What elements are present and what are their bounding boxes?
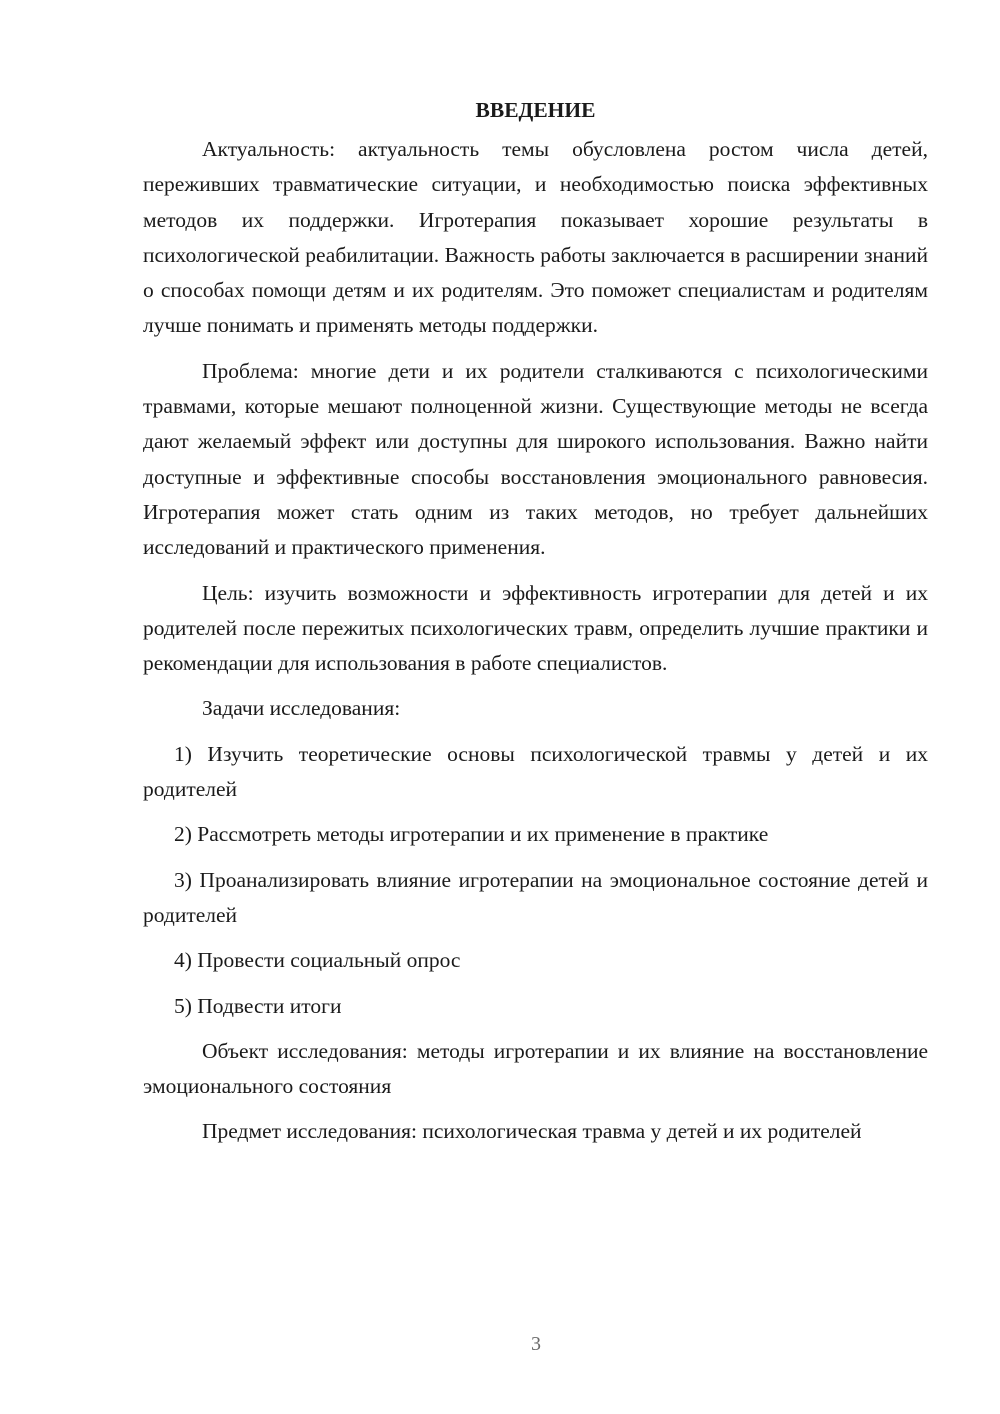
task-item-2: 2) Рассмотреть методы игротерапии и их применение в практике <box>174 822 769 847</box>
section-title: ВВЕДЕНИЕ <box>475 98 596 122</box>
page-number: 3 <box>531 1333 541 1355</box>
problem-paragraph: Проблема: многие дети и их родители сталкиваются с психологическими травмами, которые мешают полноценной жизни. Существующие методы не всегда дают желаемый эффект или доступны для широкого использования. Важно найти доступные и эффективные способы восстановления эмоционального равновесия. Игротерапия может стать одним из таких методов, но требует дальнейших исследований и практического применения. <box>143 358 928 560</box>
object-paragraph: Объект исследования: методы игротерапии и их влияние на восстановление эмоционального состояния <box>143 1038 928 1099</box>
tasks-heading: Задачи исследования: <box>202 696 401 721</box>
task-item-4: 4) Провести социальный опрос <box>174 948 461 973</box>
subject-paragraph: Предмет исследования: психологическая травма у детей и их родителей <box>202 1119 862 1144</box>
goal-paragraph: Цель: изучить возможности и эффективность игротерапии для детей и их родителей после пережитых психологических травм, определить лучшие практики и рекомендации для использования в работе специалистов. <box>143 580 928 676</box>
task-item-5: 5) Подвести итоги <box>174 993 342 1018</box>
task-item-3: 3) Проанализировать влияние игротерапии на эмоциональное состояние детей и родителей <box>143 867 928 927</box>
document-body <box>143 92 928 1160</box>
task-item-1: 1) Изучить теоретические основы психологической травмы у детей и их родителей <box>143 741 928 802</box>
relevance-paragraph: Актуальность: актуальность темы обусловлена ростом числа детей, переживших травматические ситуации, и необходимостью поиска эффективных методов их поддержки. Игротерапия показывает хорошие результаты в психологической реабилитации. Важность работы заключается в расширении знаний о способах помощи детям и их родителям. Это поможет специалистам и родителям лучше понимать и применять методы поддержки. <box>143 137 928 338</box>
